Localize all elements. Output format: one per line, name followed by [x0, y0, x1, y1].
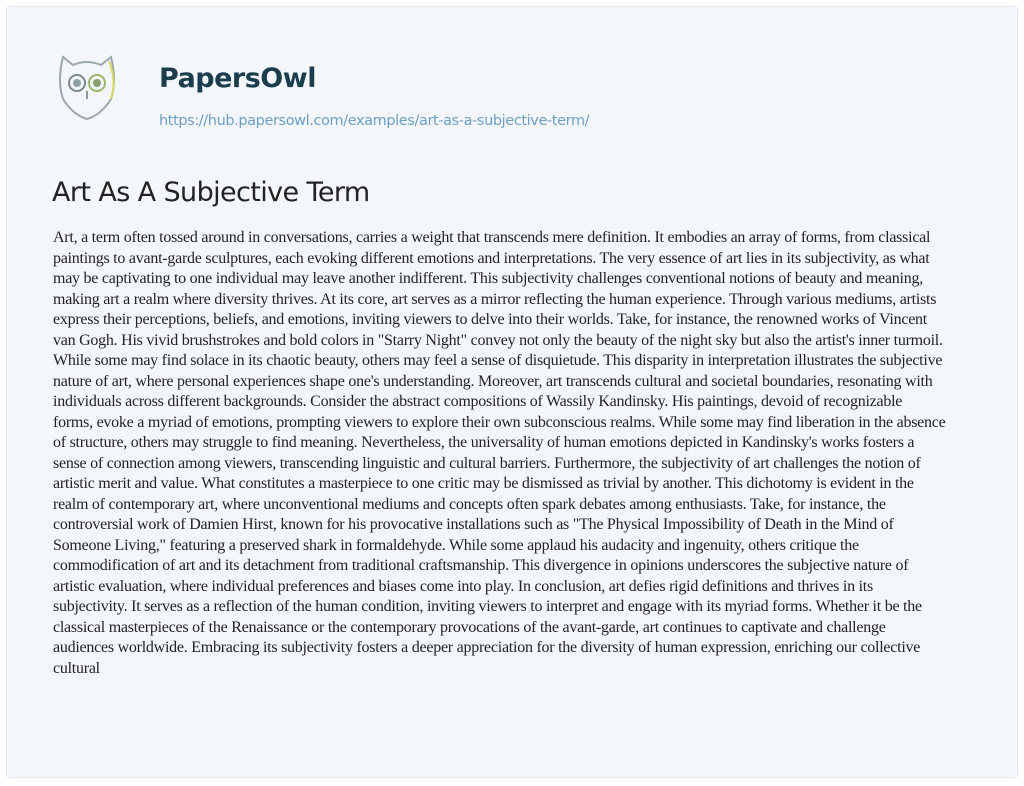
article-text-line: sense of connection among viewers, transcending linguistic and cultural barriers. Furthermore, the subjectivity of art challenges the notion of [53, 454, 921, 472]
article-text-line: making art a realm where diversity thrives. At its core, art serves as a mirror reflecting the human experience. Through various mediums, artists [53, 290, 937, 308]
source-url-link[interactable]: https://hub.papersowl.com/examples/art-as-a-subjective-term/ [159, 113, 590, 129]
article-text-line: controversial work of Damien Hirst, known for his provocative installations such as "The Physical Impossibility of Death in the Mind of [53, 516, 894, 533]
article-text-line: express their perceptions, beliefs, and emotions, inviting viewers to delve into their worlds. Take, for instance, the renowned works of Vincent [53, 311, 927, 328]
article-title: Art As A Subjective Term [52, 177, 370, 208]
article-text-line: nature of art, where personal experiences shape one's understanding. Moreover, art transcends cultural and societal boundaries, resonating with [53, 372, 933, 390]
article-text-line: Someone Living," featuring a preserved shark in formaldehyde. While some applaud his audacity and ingenuity, others critique the [53, 536, 859, 554]
article-text-line: realm of contemporary art, where unconventional mediums and concepts often spark debates among enthusiasts. Take, for instance, the [53, 495, 886, 513]
article-text-line: subjectivity. It serves as a reflection of the human condition, inviting viewers to interpret and engage with its myriad forms. Whether it be the [53, 598, 922, 615]
article-text-line: commodification of art and its detachment from traditional craftsmanship. This divergence in opinions underscores the subjective nature of [53, 557, 909, 574]
article-text-line: classical masterpieces of the Renaissance or the contemporary provocations of the avant-garde, art continues to captivate and challenge [53, 618, 886, 636]
article-text-line: van Gogh. His vivid brushstrokes and bold colors in "Starry Night" convey not only the beauty of the night sky but also the artist's inner turmoil. [53, 331, 943, 349]
article-text-line: paintings to avant-garde sculptures, each evoking different emotions and interpretations. The very essence of art lies in its subjectivity, as what [53, 249, 930, 267]
article-text-line: artistic merit and value. What constitutes a masterpiece to one critic may be dismissed as trivial by another. This dichotomy is evident in the [53, 475, 914, 492]
article-text-line: audiences worldwide. Embracing its subjectivity fosters a deeper appreciation for the diversity of human expression, enriching our collective [53, 639, 921, 656]
brand-name: PapersOwl [159, 63, 316, 94]
article-text-line: forms, evoke a myriad of emotions, prompting viewers to explore their own subconscious realms. While some may find liberation in the absence [53, 413, 946, 431]
document-card [6, 6, 1018, 778]
article-text-line: artistic evaluation, where individual preferences and biases come into play. In conclusion, art defies rigid definitions and thrives in its [53, 577, 873, 595]
article-text-line: cultural [53, 659, 100, 677]
article-text-line: While some may find solace in its chaotic beauty, others may feel a sense of disquietude. This disparity in interpretation illustrates the subjective [53, 352, 943, 369]
owl-logo-icon [55, 51, 119, 121]
article-text-line: individuals across different backgrounds. Consider the abstract compositions of Wassily Kandinsky. His paintings, devoid of recognizable [53, 393, 903, 410]
article-body [53, 228, 1023, 679]
article-text-line: Art, a term often tossed around in conversations, carries a weight that transcends mere definition. It embodies an array of forms, from classical [53, 229, 931, 246]
article-text-line: of structure, others may struggle to find meaning. Nevertheless, the universality of human emotions depicted in Kandinsky's works fosters a [53, 434, 915, 451]
article-text-line: may be captivating to one individual may leave another indifferent. This subjectivity challenges conventional notions of beauty and meaning, [53, 270, 923, 287]
